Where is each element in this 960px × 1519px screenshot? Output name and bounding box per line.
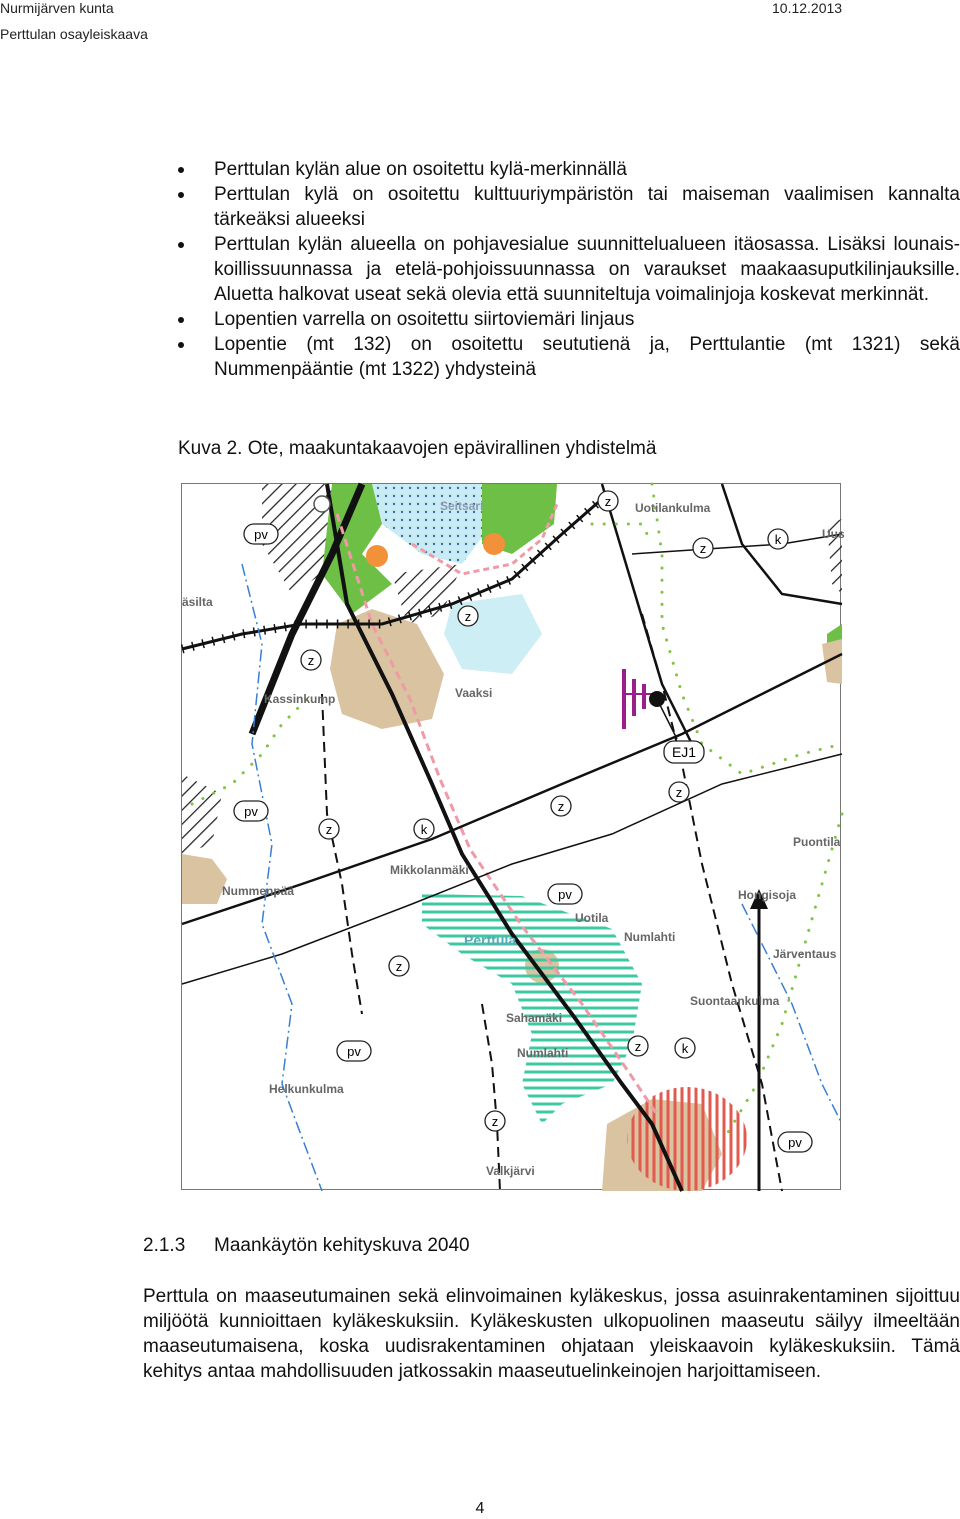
z-symbol: [319, 819, 339, 839]
green-corridor: [592, 524, 652, 544]
water-area: [444, 594, 542, 674]
green-corridor: [192, 694, 312, 804]
svg-text:z: z: [699, 541, 707, 556]
green-corridor: [727, 814, 842, 1134]
place-label: Mikkolanmäki: [390, 863, 469, 877]
point-marker: [314, 496, 330, 512]
place-label: Vaaksi: [455, 686, 493, 700]
place-label: Järventaus: [773, 947, 837, 961]
z-symbol: [628, 1036, 648, 1056]
svg-text:k: k: [681, 1041, 689, 1056]
place-label: Sahamäki: [506, 1011, 563, 1025]
village-area: [182, 854, 227, 904]
svg-text:EJ1: EJ1: [671, 744, 697, 760]
green-corridor: [652, 484, 842, 774]
pv-symbol: [234, 801, 268, 821]
section-number: 2.1.3: [143, 1235, 186, 1256]
svg-text:pv: pv: [788, 1135, 802, 1150]
place-label: Kassinkump: [264, 692, 336, 706]
svg-text:pv: pv: [244, 804, 258, 819]
z-symbol: [389, 956, 409, 976]
svg-text:z: z: [634, 1039, 642, 1054]
place-label: Valkjärvi: [486, 1164, 535, 1178]
orange-marker: [366, 545, 388, 567]
power-line: [632, 534, 842, 554]
section-title: Maankäytön kehityskuva 2040: [214, 1235, 470, 1256]
svg-text:z: z: [307, 653, 315, 668]
k-symbol: [768, 529, 788, 549]
planned-power-line: [482, 1004, 500, 1191]
pv-symbol: [778, 1132, 812, 1152]
pv-symbol: [244, 524, 278, 544]
hatched-area: [182, 774, 222, 854]
place-label: Seitsari: [440, 499, 484, 513]
place-label: Suontaankulma: [690, 994, 780, 1008]
bullet-item: Lopentie (mt 132) on osoitettu seututienä ja, Perttulantie (mt 1321) sekä Nummenpääntie (mt 1322) yhdysteinä: [178, 332, 960, 382]
bullet-item: Perttulan kylän alueella on pohjavesialue suunnittelualueen itäosassa. Lisäksi lounais-koillissuunnassa ja etelä-pohjoissuunnassa on varaukset maakaasuputkilinjauksille. Aluetta halkovat useat sekä olevia että suunniteltuja voimalinjoja koskevat merkinnät.: [178, 232, 960, 307]
place-label: Uotilankulma: [635, 501, 711, 515]
groundwater-dots: [372, 484, 492, 564]
z-symbol: [458, 606, 478, 626]
svg-text:pv: pv: [347, 1044, 361, 1059]
red-area: [627, 1087, 747, 1191]
svg-text:z: z: [675, 785, 683, 800]
k-symbol: [414, 819, 434, 839]
bullet-item: Lopentien varrella on osoitettu siirtoviemäri linjaus: [178, 307, 960, 332]
pv-symbol: [337, 1041, 371, 1061]
planned-power-line: [322, 694, 362, 1014]
header-org: Nurmijärven kunta: [0, 0, 114, 16]
water-course: [742, 904, 842, 1124]
landscape-area: [422, 894, 642, 1124]
svg-text:z: z: [491, 1114, 499, 1129]
place-label: Puontila: [793, 835, 841, 849]
svg-text:k: k: [420, 822, 428, 837]
z-symbol: [485, 1111, 505, 1131]
svg-text:pv: pv: [558, 887, 572, 902]
svg-text:k: k: [774, 532, 782, 547]
place-label: Uus: [822, 527, 845, 541]
page-number: 4: [475, 1500, 485, 1517]
svg-text:pv: pv: [254, 527, 268, 542]
z-symbol: [598, 491, 618, 511]
place-label: Hongisoja: [738, 888, 797, 902]
bullet-list: [178, 157, 960, 382]
svg-text:z: z: [464, 609, 472, 624]
place-label: Numlahti: [517, 1046, 569, 1060]
svg-text:z: z: [557, 799, 565, 814]
section-paragraph: Perttula on maaseutumainen sekä elinvoimainen kyläkeskus, jossa asuinrakentaminen sijoittuu miljöötä kunnioittaen kyläkeskuksiin. Kyläkeskusten ulkopuolinen maaseutu säilyy ilmeeltään maaseutumaisena, koska uudisrakentaminen ohjataan yleiskaavoin kyläkeskuksiin. Tämä kehitys antaa mahdollisuuden jatkossakin maaseutuelinkeinojen harjoittamiseen.: [143, 1286, 960, 1382]
place-label: Numlahti: [624, 930, 676, 944]
svg-text:z: z: [604, 494, 612, 509]
bullet-item: Perttulan kylän alue on osoitettu kylä-merkinnällä: [178, 157, 960, 182]
place-label: äsilta: [182, 595, 213, 609]
header-date: 10.12.2013: [772, 0, 843, 16]
z-symbol: [551, 796, 571, 816]
k-symbol: [675, 1038, 695, 1058]
place-label: Helkunkulma: [269, 1082, 344, 1096]
place-label: Uotila: [575, 911, 609, 925]
figure-caption: Kuva 2. Ote, maakuntakaavojen epävirallinen yhdistelmä: [178, 438, 657, 459]
place-label: Perttula: [464, 932, 517, 948]
purple-marker: [622, 669, 652, 729]
pv-symbol: [548, 884, 582, 904]
z-symbol: [301, 650, 321, 670]
map-graphic: [182, 484, 845, 1191]
bullet-item: Perttulan kylä on osoitettu kulttuuriympäristön tai maiseman vaalimisen kannalta tärkeäksi alueeksi: [178, 182, 960, 232]
orange-marker: [483, 533, 505, 555]
ej1-symbol: [664, 741, 704, 763]
z-symbol: [693, 538, 713, 558]
z-symbol: [669, 782, 689, 802]
svg-text:z: z: [395, 959, 403, 974]
place-label: Nummenpää: [222, 884, 295, 898]
header-doc-title: Perttulan osayleiskaava: [0, 26, 148, 42]
village-area: [330, 609, 444, 729]
svg-text:z: z: [325, 822, 333, 837]
regional-plan-map: [181, 483, 845, 1190]
